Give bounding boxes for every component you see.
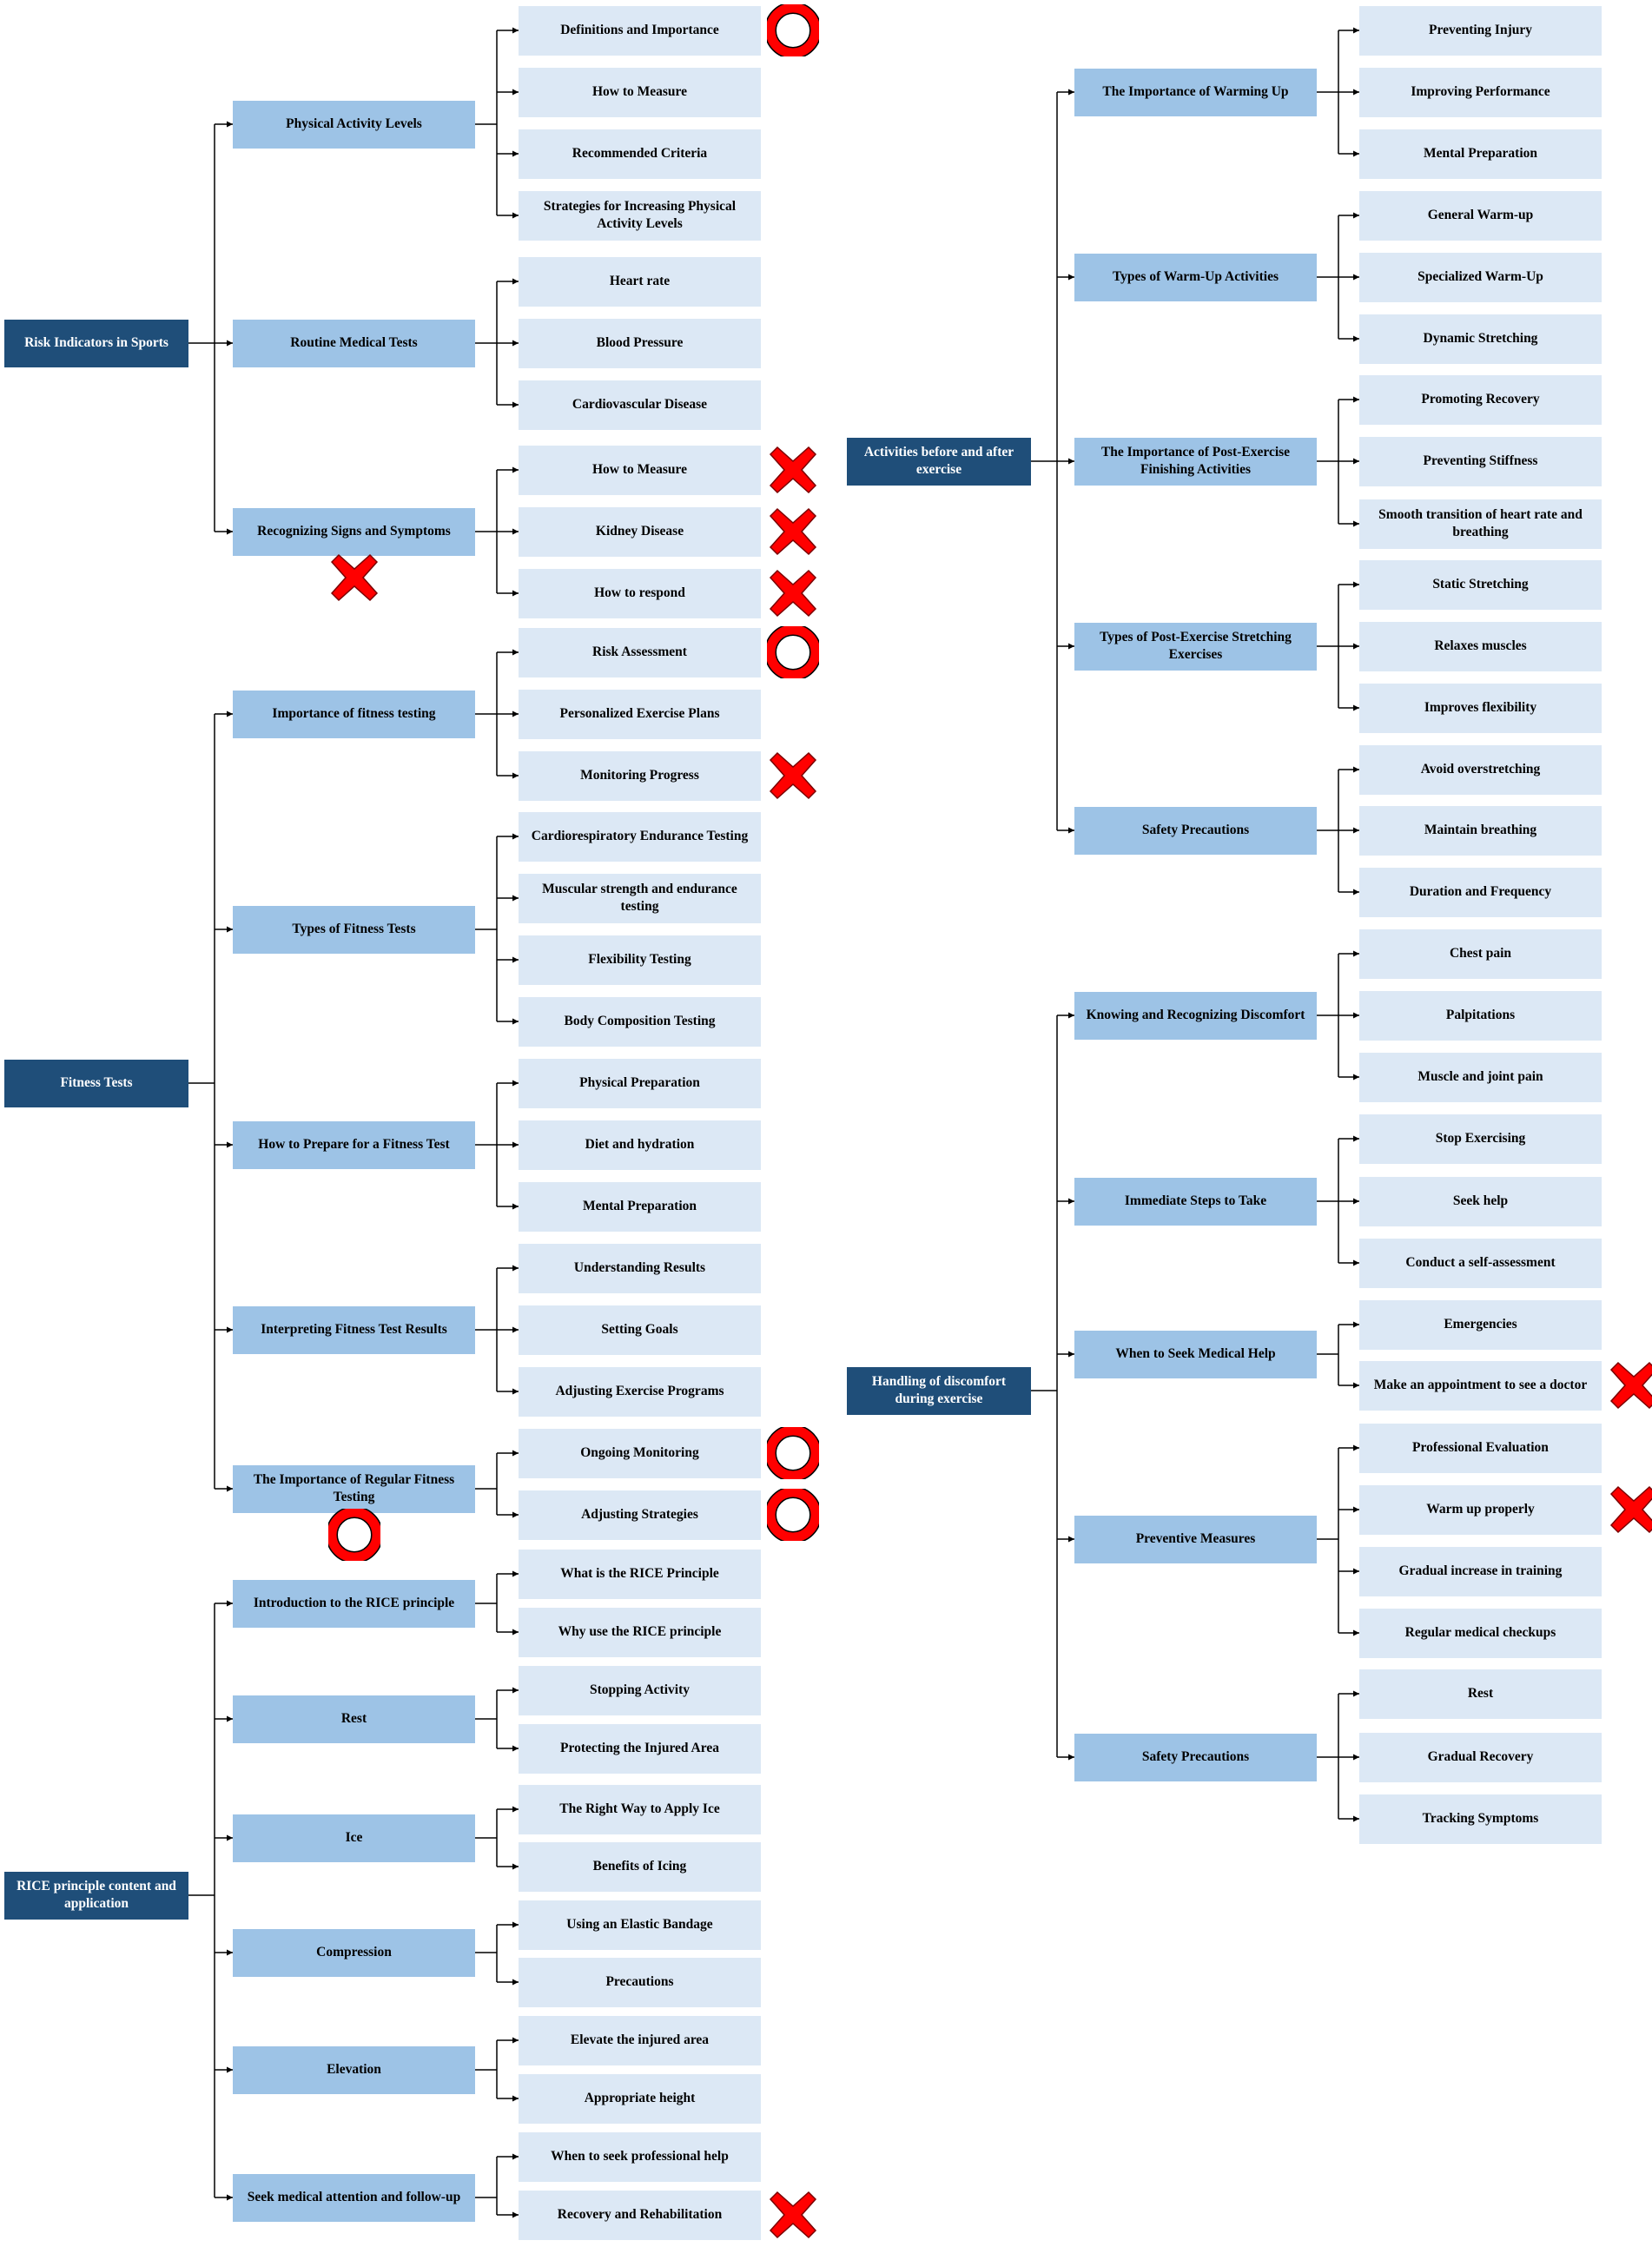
arrowhead <box>1353 1569 1359 1575</box>
arrowhead <box>512 591 519 597</box>
arrowhead <box>1353 274 1359 281</box>
branch-node: Rest <box>233 1695 475 1743</box>
cross-mark-icon <box>328 552 380 604</box>
branch-node: Immediate Steps to Take <box>1074 1178 1317 1226</box>
leaf-node: Why use the RICE principle <box>519 1608 761 1657</box>
arrowhead <box>512 895 519 902</box>
arrowhead <box>512 467 519 473</box>
leaf-node: Duration and Frequency <box>1359 868 1602 917</box>
leaf-node: Relaxes muscles <box>1359 622 1602 671</box>
leaf-node: Dynamic Stretching <box>1359 314 1602 364</box>
leaf-node: Recommended Criteria <box>519 129 761 179</box>
branch-node: Routine Medical Tests <box>233 320 475 367</box>
arrowhead <box>1353 213 1359 219</box>
arrowhead <box>512 2154 519 2160</box>
leaf-node: How to respond <box>519 569 761 618</box>
leaf-node: Muscle and joint pain <box>1359 1053 1602 1102</box>
arrowhead <box>227 927 233 933</box>
leaf-node: Diet and hydration <box>519 1120 761 1170</box>
arrowhead <box>1353 151 1359 157</box>
arrowhead <box>512 1979 519 1986</box>
arrowhead <box>512 402 519 408</box>
arrowhead <box>512 1807 519 1813</box>
leaf-node: When to seek professional help <box>519 2132 761 2182</box>
leaf-node: Improves flexibility <box>1359 684 1602 733</box>
leaf-node: Preventing Injury <box>1359 6 1602 56</box>
leaf-node: Avoid overstretching <box>1359 745 1602 795</box>
leaf-node: Elevate the injured area <box>519 2016 761 2065</box>
arrowhead <box>1353 1816 1359 1822</box>
root-node: Fitness Tests <box>4 1060 188 1107</box>
leaf-node: Body Composition Testing <box>519 997 761 1047</box>
leaf-node: Cardiorespiratory Endurance Testing <box>519 812 761 862</box>
circle-mark-icon <box>328 1509 380 1561</box>
leaf-node: Appropriate height <box>519 2074 761 2124</box>
arrowhead <box>1353 397 1359 403</box>
leaf-node: Adjusting Exercise Programs <box>519 1367 761 1417</box>
arrowhead <box>1353 951 1359 957</box>
arrowhead <box>1353 705 1359 711</box>
arrowhead <box>1353 1691 1359 1697</box>
branch-node: The Importance of Warming Up <box>1074 69 1317 116</box>
leaf-node: Regular medical checkups <box>1359 1609 1602 1658</box>
leaf-node: Understanding Results <box>519 1244 761 1293</box>
cross-mark-icon <box>767 2189 819 2241</box>
leaf-node: Smooth transition of heart rate and breathing <box>1359 499 1602 549</box>
arrowhead <box>227 1327 233 1333</box>
leaf-node: How to Measure <box>519 68 761 117</box>
arrowhead <box>512 1451 519 1457</box>
leaf-node: Flexibility Testing <box>519 935 761 985</box>
arrowhead <box>1353 1755 1359 1761</box>
arrowhead <box>512 340 519 347</box>
arrowhead <box>1068 1537 1074 1543</box>
arrowhead <box>512 957 519 963</box>
arrowhead <box>1353 1507 1359 1513</box>
arrowhead <box>512 279 519 285</box>
leaf-node: Ongoing Monitoring <box>519 1429 761 1478</box>
branch-node: Seek medical attention and follow-up <box>233 2174 475 2222</box>
arrowhead <box>1068 1013 1074 1019</box>
leaf-node: Benefits of Icing <box>519 1842 761 1892</box>
arrowhead <box>1353 1260 1359 1266</box>
root-node: Handling of discomfort during exercise <box>847 1367 1031 1415</box>
leaf-node: Mental Preparation <box>1359 129 1602 179</box>
root-node: Risk Indicators in Sports <box>4 320 188 367</box>
leaf-node: Gradual increase in training <box>1359 1547 1602 1596</box>
arrowhead <box>1353 767 1359 773</box>
arrowhead <box>227 1835 233 1841</box>
leaf-node: Specialized Warm-Up <box>1359 253 1602 302</box>
arrowhead <box>1353 1199 1359 1205</box>
arrowhead <box>1068 1352 1074 1358</box>
leaf-node: Heart rate <box>519 257 761 307</box>
branch-node: When to Seek Medical Help <box>1074 1331 1317 1378</box>
leaf-node: Setting Goals <box>519 1305 761 1355</box>
arrowhead <box>512 1746 519 1752</box>
arrowhead <box>512 1922 519 1928</box>
leaf-node: Conduct a self-assessment <box>1359 1239 1602 1288</box>
arrowhead <box>227 1950 233 1956</box>
leaf-node: How to Measure <box>519 446 761 495</box>
arrowhead <box>1353 459 1359 465</box>
arrowhead <box>512 1629 519 1636</box>
branch-node: Ice <box>233 1814 475 1862</box>
arrowhead <box>1068 1199 1074 1205</box>
leaf-node: Kidney Disease <box>519 507 761 557</box>
arrowhead <box>1068 828 1074 834</box>
root-node: Activities before and after exercise <box>847 438 1031 486</box>
leaf-node: Precautions <box>519 1958 761 2007</box>
branch-node: Preventive Measures <box>1074 1516 1317 1563</box>
leaf-node: Adjusting Strategies <box>519 1490 761 1540</box>
leaf-node: Mental Preparation <box>519 1182 761 1232</box>
cross-mark-icon <box>1608 1484 1652 1536</box>
arrowhead <box>1068 1755 1074 1761</box>
arrowhead <box>1353 828 1359 834</box>
arrowhead <box>1353 1013 1359 1019</box>
root-node: RICE principle content and application <box>4 1872 188 1920</box>
leaf-node: Promoting Recovery <box>1359 375 1602 425</box>
leaf-node: General Warm-up <box>1359 191 1602 241</box>
cross-mark-icon <box>767 444 819 496</box>
leaf-node: Palpitations <box>1359 991 1602 1041</box>
arrowhead <box>512 1266 519 1272</box>
arrowhead <box>1353 28 1359 34</box>
arrowhead <box>512 1081 519 1087</box>
leaf-node: Seek help <box>1359 1177 1602 1226</box>
arrowhead <box>227 711 233 717</box>
cross-mark-icon <box>767 750 819 802</box>
leaf-node: Muscular strength and endurance testing <box>519 874 761 923</box>
leaf-node: Stop Exercising <box>1359 1114 1602 1164</box>
leaf-node: Gradual Recovery <box>1359 1733 1602 1782</box>
leaf-node: Personalized Exercise Plans <box>519 690 761 739</box>
branch-node: The Importance of Regular Fitness Testing <box>233 1465 475 1513</box>
arrowhead <box>227 1716 233 1722</box>
arrowhead <box>512 2096 519 2102</box>
leaf-node: Rest <box>1359 1669 1602 1719</box>
leaf-node: Recovery and Rehabilitation <box>519 2191 761 2240</box>
branch-node: Safety Precautions <box>1074 1734 1317 1781</box>
arrowhead <box>512 834 519 840</box>
branch-node: Types of Fitness Tests <box>233 906 475 954</box>
leaf-node: Professional Evaluation <box>1359 1424 1602 1473</box>
arrowhead <box>1353 889 1359 895</box>
arrowhead <box>1068 644 1074 650</box>
arrowhead <box>512 1571 519 1577</box>
circle-mark-icon <box>767 1427 819 1479</box>
branch-node: Safety Precautions <box>1074 807 1317 855</box>
arrowhead <box>227 1142 233 1148</box>
arrowhead <box>512 1688 519 1694</box>
leaf-node: Maintain breathing <box>1359 806 1602 856</box>
branch-node: Physical Activity Levels <box>233 101 475 149</box>
leaf-node: Emergencies <box>1359 1300 1602 1350</box>
arrowhead <box>512 1019 519 1025</box>
leaf-node: Chest pain <box>1359 929 1602 979</box>
leaf-node: Preventing Stiffness <box>1359 437 1602 486</box>
leaf-node: Static Stretching <box>1359 560 1602 610</box>
arrowhead <box>512 151 519 157</box>
cross-mark-icon <box>767 506 819 558</box>
arrowhead <box>512 1327 519 1333</box>
leaf-node: The Right Way to Apply Ice <box>519 1785 761 1834</box>
arrowhead <box>1353 1322 1359 1328</box>
branch-node: Interpreting Fitness Test Results <box>233 1306 475 1354</box>
arrowhead <box>1353 1445 1359 1451</box>
arrowhead <box>1068 89 1074 96</box>
circle-mark-icon <box>767 626 819 678</box>
arrowhead <box>512 1389 519 1395</box>
arrowhead <box>512 28 519 34</box>
arrowhead <box>512 1204 519 1210</box>
leaf-node: Stopping Activity <box>519 1666 761 1715</box>
leaf-node: Cardiovascular Disease <box>519 380 761 430</box>
arrowhead <box>1353 1630 1359 1636</box>
leaf-node: Risk Assessment <box>519 628 761 677</box>
arrowhead <box>512 650 519 656</box>
leaf-node: Make an appointment to see a doctor <box>1359 1361 1602 1411</box>
arrowhead <box>512 711 519 717</box>
arrowhead <box>1353 582 1359 588</box>
arrowhead <box>227 340 233 347</box>
branch-node: Introduction to the RICE principle <box>233 1580 475 1628</box>
leaf-node: Blood Pressure <box>519 319 761 368</box>
arrowhead <box>1353 336 1359 342</box>
arrowhead <box>1353 521 1359 527</box>
branch-node: Compression <box>233 1929 475 1977</box>
branch-node: How to Prepare for a Fitness Test <box>233 1121 475 1169</box>
leaf-node: Tracking Symptoms <box>1359 1794 1602 1844</box>
leaf-node: Definitions and Importance <box>519 6 761 56</box>
arrowhead <box>512 529 519 535</box>
arrowhead <box>512 89 519 96</box>
arrowhead <box>227 122 233 128</box>
arrowhead <box>1068 274 1074 281</box>
branch-node: Elevation <box>233 2046 475 2094</box>
arrowhead <box>1353 1074 1359 1081</box>
arrowhead <box>512 1864 519 1870</box>
arrowhead <box>512 1142 519 1148</box>
arrowhead <box>512 2038 519 2044</box>
branch-node: Types of Post-Exercise Stretching Exercises <box>1074 623 1317 671</box>
branch-node: Types of Warm-Up Activities <box>1074 254 1317 301</box>
cross-mark-icon <box>1608 1359 1652 1411</box>
arrowhead <box>512 1512 519 1518</box>
arrowhead <box>512 213 519 219</box>
arrowhead <box>227 2067 233 2073</box>
circle-mark-icon <box>767 4 819 56</box>
arrowhead <box>227 1601 233 1607</box>
leaf-node: Monitoring Progress <box>519 751 761 801</box>
leaf-node: Warm up properly <box>1359 1485 1602 1535</box>
arrowhead <box>1353 644 1359 650</box>
circle-mark-icon <box>767 1489 819 1541</box>
arrowhead <box>1068 459 1074 465</box>
leaf-node: What is the RICE Principle <box>519 1550 761 1599</box>
arrowhead <box>512 2212 519 2218</box>
arrowhead <box>512 773 519 779</box>
arrowhead <box>227 529 233 535</box>
arrowhead <box>1353 1136 1359 1142</box>
arrowhead <box>227 1486 233 1492</box>
arrowhead <box>227 2195 233 2201</box>
branch-node: Knowing and Recognizing Discomfort <box>1074 992 1317 1040</box>
leaf-node: Using an Elastic Bandage <box>519 1900 761 1950</box>
cross-mark-icon <box>767 567 819 619</box>
leaf-node: Improving Performance <box>1359 68 1602 117</box>
leaf-node: Strategies for Increasing Physical Activity Levels <box>519 191 761 241</box>
arrowhead <box>1353 89 1359 96</box>
leaf-node: Physical Preparation <box>519 1059 761 1108</box>
leaf-node: Protecting the Injured Area <box>519 1724 761 1774</box>
branch-node: Recognizing Signs and Symptoms <box>233 508 475 556</box>
branch-node: Importance of fitness testing <box>233 691 475 738</box>
arrowhead <box>1353 1383 1359 1389</box>
branch-node: The Importance of Post-Exercise Finishing Activities <box>1074 438 1317 486</box>
